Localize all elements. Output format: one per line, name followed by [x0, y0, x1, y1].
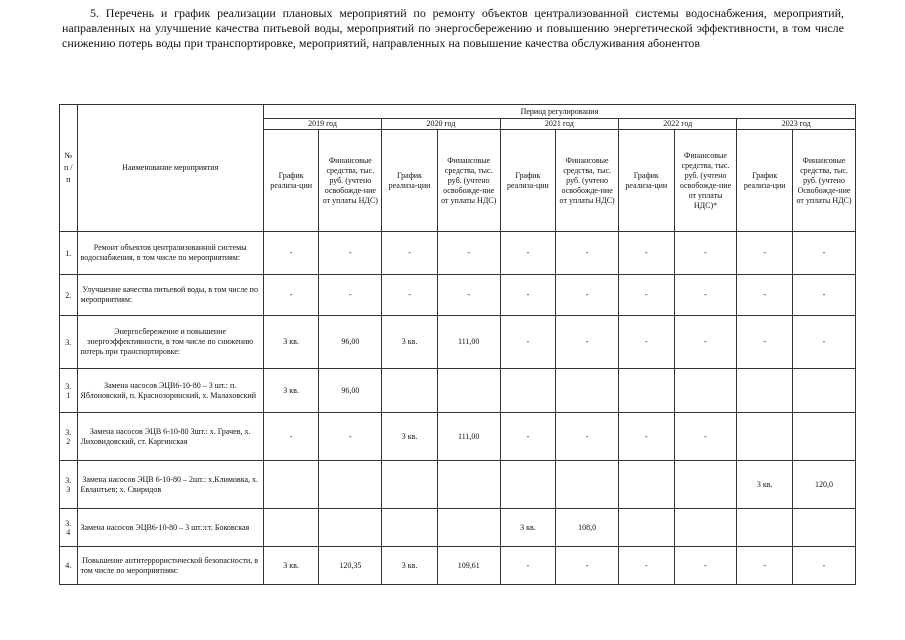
finance-cell: - [319, 232, 382, 275]
finance-cell [674, 369, 737, 413]
finance-cell: - [674, 232, 737, 275]
schedule-cell [737, 413, 793, 461]
finance-cell: - [319, 275, 382, 316]
finance-cell: - [556, 547, 619, 585]
finance-cell: - [556, 232, 619, 275]
schedule-cell: - [500, 275, 556, 316]
row-number: 3. 4 [60, 509, 78, 547]
finance-cell: 111,00 [437, 413, 500, 461]
finance-cell: - [793, 547, 856, 585]
schedule-cell: - [619, 316, 675, 369]
table-row [60, 316, 856, 369]
schedule-cell: - [263, 232, 319, 275]
schedule-cell [619, 461, 675, 509]
finance-cell: - [793, 232, 856, 275]
schedule-cell: 3 кв. [382, 316, 438, 369]
finance-cell: 96,00 [319, 316, 382, 369]
finance-cell [556, 461, 619, 509]
finance-cell: 120,0 [793, 461, 856, 509]
schedule-header: График реализа-ции [263, 130, 319, 232]
finance-cell: - [319, 413, 382, 461]
finance-cell: 96,00 [319, 369, 382, 413]
row-number: 2. [60, 275, 78, 316]
finance-header: Финансовые средства, тыс. руб. (учтено Освобожде-ние от уплаты НДС) [793, 130, 856, 232]
schedule-cell: 3 кв. [500, 509, 556, 547]
schedule-cell: - [737, 232, 793, 275]
plan-table [59, 104, 856, 585]
schedule-header: График реализа-ции [737, 130, 793, 232]
schedule-cell: - [500, 547, 556, 585]
finance-header: Финансовые средства, тыс. руб. (учтено освобожде-ние от уплаты НДС) [437, 130, 500, 232]
row-activity-name: Ремонт объектов централизованной системы водоснабжения, в том числе по мероприятиям: [77, 232, 263, 275]
row-activity-name: Повышение антитеррористической безопасности, в том числе по мероприятиям: [77, 547, 263, 585]
schedule-cell [382, 369, 438, 413]
year-header: 2020 год [382, 119, 500, 130]
finance-cell: - [556, 413, 619, 461]
section-heading-text: 5. Перечень и график реализации плановых мероприятий по ремонту объектов централизованной системы водоснабжения, мероприятий, направленных на улучшение качества питьевой воды, мероприятий по энергосбережению и повышению энергетической эффективности, в том числе снижению потерь воды при транспортировке, мероприятий, направленных на повышение качества обслуживания абонентов [62, 6, 844, 50]
table-row [60, 413, 856, 461]
row-activity-name: Замена насосов ЭЦВ 6-10-80 – 2шт.: х.Климовка, х. Евлантьев; х. Свиридов [77, 461, 263, 509]
finance-cell: - [793, 275, 856, 316]
schedule-cell [382, 509, 438, 547]
schedule-cell: 3 кв. [263, 369, 319, 413]
finance-cell: - [674, 316, 737, 369]
finance-cell [319, 509, 382, 547]
schedule-cell: 3 кв. [263, 316, 319, 369]
schedule-cell: 3 кв. [382, 547, 438, 585]
finance-cell [793, 369, 856, 413]
schedule-cell: - [382, 232, 438, 275]
row-activity-name: Замена насосов ЭЦВ6-10-80 – 3 шт.: п. Яблоновский, п. Краснозоринский, х. Малаховский [77, 369, 263, 413]
finance-cell: - [674, 275, 737, 316]
year-header: 2019 год [263, 119, 381, 130]
row-activity-name: Замена насосов ЭЦВ6-10-80 – 3 шт.:ст. Боковская [77, 509, 263, 547]
schedule-cell [737, 509, 793, 547]
table-row [60, 232, 856, 275]
schedule-cell [263, 461, 319, 509]
finance-header: Финансовые средства, тыс. руб. (учтено освобожде-ние от уплаты НДС) [556, 130, 619, 232]
finance-header: Финансовые средства, тыс. руб. (учтено освобожде-ние от уплаты НДС) [319, 130, 382, 232]
schedule-header: График реализа-ции [382, 130, 438, 232]
finance-cell: 108,0 [556, 509, 619, 547]
schedule-cell: - [619, 275, 675, 316]
finance-cell [437, 369, 500, 413]
finance-cell: - [793, 316, 856, 369]
schedule-cell: - [737, 316, 793, 369]
row-activity-name: Замена насосов ЭЦВ 6-10-80 3шт.: х. Грачев, х. Лиховидовский, ст. Каргинская [77, 413, 263, 461]
column-header-name: Наименование мероприятия [77, 105, 263, 232]
schedule-cell: - [619, 413, 675, 461]
finance-cell: - [556, 275, 619, 316]
row-number: 3. 1 [60, 369, 78, 413]
schedule-cell: - [619, 547, 675, 585]
finance-cell [793, 509, 856, 547]
schedule-cell: 3 кв. [737, 461, 793, 509]
section-heading [62, 6, 844, 51]
table-row [60, 509, 856, 547]
schedule-cell [382, 461, 438, 509]
finance-cell [674, 461, 737, 509]
finance-cell [437, 509, 500, 547]
schedule-cell [619, 369, 675, 413]
finance-cell [556, 369, 619, 413]
finance-cell: - [556, 316, 619, 369]
row-number: 3. 3 [60, 461, 78, 509]
table-row [60, 369, 856, 413]
finance-cell: - [437, 232, 500, 275]
schedule-cell: - [263, 413, 319, 461]
year-header: 2023 год [737, 119, 856, 130]
schedule-cell [263, 509, 319, 547]
finance-cell: 109,61 [437, 547, 500, 585]
schedule-cell: - [500, 413, 556, 461]
table-row [60, 461, 856, 509]
schedule-cell: 3 кв. [263, 547, 319, 585]
finance-header: Финансовые средства, тыс. руб. (учтено освобожде-ние от уплаты НДС)* [674, 130, 737, 232]
finance-cell [793, 413, 856, 461]
finance-cell: - [674, 547, 737, 585]
year-header: 2022 год [619, 119, 737, 130]
row-number: 1. [60, 232, 78, 275]
schedule-cell: - [737, 547, 793, 585]
row-number: 4. [60, 547, 78, 585]
row-activity-name: Улучшение качества питьевой воды, в том числе по мероприятиям: [77, 275, 263, 316]
schedule-cell: - [263, 275, 319, 316]
column-header-number: № п / п [60, 105, 78, 232]
schedule-header: График реализа-ции [500, 130, 556, 232]
schedule-header: График реализа-ции [619, 130, 675, 232]
schedule-cell: - [500, 232, 556, 275]
finance-cell: - [437, 275, 500, 316]
period-header: Период регулирования [263, 105, 855, 119]
schedule-cell [500, 369, 556, 413]
schedule-cell [737, 369, 793, 413]
schedule-cell: 3 кв. [382, 413, 438, 461]
finance-cell: - [674, 413, 737, 461]
schedule-cell [619, 509, 675, 547]
table-row [60, 275, 856, 316]
finance-cell: 111,00 [437, 316, 500, 369]
schedule-cell: - [737, 275, 793, 316]
finance-cell [674, 509, 737, 547]
schedule-cell: - [619, 232, 675, 275]
row-number: 3. [60, 316, 78, 369]
row-number: 3. 2 [60, 413, 78, 461]
table-body [60, 232, 856, 585]
schedule-cell: - [382, 275, 438, 316]
table-row [60, 547, 856, 585]
schedule-cell: - [500, 316, 556, 369]
year-header: 2021 год [500, 119, 618, 130]
finance-cell [437, 461, 500, 509]
finance-cell: 120,35 [319, 547, 382, 585]
row-activity-name: Энергосбережение и повышение энергоэффективности, в том числе по снижению потерь при транспортировке: [77, 316, 263, 369]
finance-cell [319, 461, 382, 509]
schedule-cell [500, 461, 556, 509]
